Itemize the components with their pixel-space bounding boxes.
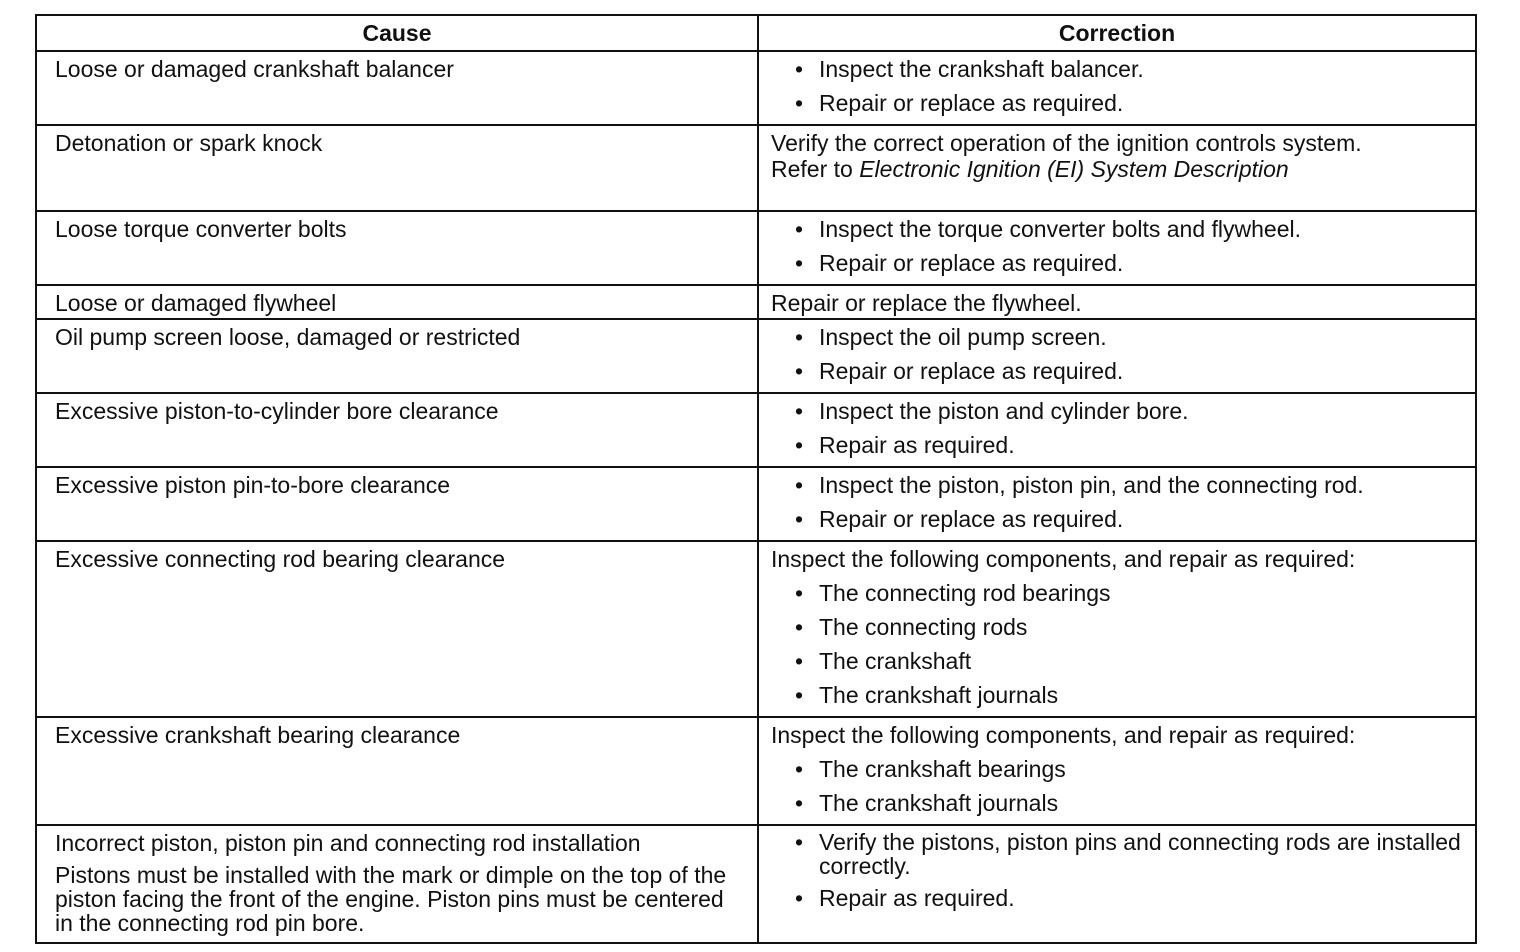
cause-cell [36, 825, 758, 943]
list-item: • Repair or replace as required. [795, 250, 1463, 277]
correction-cell [758, 51, 1476, 125]
list-item: • The crankshaft bearings [795, 756, 1463, 783]
correction-cell [758, 125, 1476, 211]
cause-cell [36, 393, 758, 467]
cause-text: Loose torque converter bolts [55, 216, 347, 242]
cause-cell [36, 541, 758, 717]
cause-text: Excessive piston-to-cylinder bore clearance [55, 398, 499, 424]
correction-cell [758, 285, 1476, 319]
table-row [36, 467, 1476, 541]
correction-cell [758, 467, 1476, 541]
correction-intro: Inspect the following components, and repair as required: [771, 722, 1356, 748]
correction-cell [758, 717, 1476, 825]
cause-cell [36, 211, 758, 285]
correction-bullets [771, 756, 1463, 817]
list-item: • Inspect the crankshaft balancer. [795, 56, 1463, 83]
cause-cell [36, 319, 758, 393]
table-row [36, 393, 1476, 467]
correction-bullets [771, 216, 1463, 277]
correction-bullets [771, 580, 1463, 709]
correction-intro: Inspect the following components, and repair as required: [771, 546, 1356, 572]
diagnostic-table [35, 14, 1477, 944]
cause-cell [36, 717, 758, 825]
table-row [36, 717, 1476, 825]
header-cause: Cause [36, 15, 758, 51]
table-header-row [36, 15, 1476, 51]
reference-title: Electronic Ignition (EI) System Description [859, 156, 1289, 182]
list-item: • Inspect the piston and cylinder bore. [795, 398, 1463, 425]
list-item: • Repair as required. [795, 432, 1463, 459]
header-correction: Correction [758, 15, 1476, 51]
cause-text: Loose or damaged flywheel [55, 290, 337, 316]
list-item: • Inspect the oil pump screen. [795, 324, 1463, 351]
cause-note: Pistons must be installed with the mark or dimple on the top of the piston facing the front of the engine. Piston pins must be centered in the connecting rod pin bore. [55, 862, 727, 936]
table-row [36, 319, 1476, 393]
cause-text: Loose or damaged crankshaft balancer [55, 56, 454, 82]
list-item: • Inspect the piston, piston pin, and the connecting rod. [795, 472, 1463, 499]
correction-cell [758, 211, 1476, 285]
list-item: • Repair or replace as required. [795, 358, 1463, 385]
cause-text: Oil pump screen loose, damaged or restricted [55, 324, 521, 350]
reference-prefix: Refer to [771, 156, 860, 182]
correction-cell [758, 393, 1476, 467]
list-item: • Repair as required. [795, 885, 1463, 912]
table-row [36, 285, 1476, 319]
list-item: • Inspect the torque converter bolts and flywheel. [795, 216, 1463, 243]
cause-cell [36, 285, 758, 319]
correction-bullets [771, 472, 1463, 533]
table-row [36, 211, 1476, 285]
cause-text: Excessive piston pin-to-bore clearance [55, 472, 451, 498]
correction-text: Repair or replace the flywheel. [771, 290, 1082, 316]
cause-cell [36, 51, 758, 125]
correction-text: Verify the correct operation of the ignition controls system. [771, 130, 1362, 156]
correction-bullets [771, 324, 1463, 385]
list-item: • The crankshaft journals [795, 790, 1463, 817]
list-item: • Verify the pistons, piston pins and connecting rods are installed correctly. [795, 830, 1463, 878]
cause-text: Incorrect piston, piston pin and connecting rod installation [55, 830, 641, 856]
correction-cell [758, 541, 1476, 717]
table-row [36, 51, 1476, 125]
cause-cell [36, 125, 758, 211]
list-item: • The connecting rods [795, 614, 1463, 641]
list-item: • The connecting rod bearings [795, 580, 1463, 607]
cause-cell [36, 467, 758, 541]
correction-cell [758, 319, 1476, 393]
cause-text: Excessive crankshaft bearing clearance [55, 722, 461, 748]
table-row [36, 125, 1476, 211]
cause-text: Detonation or spark knock [55, 130, 323, 156]
table-row [36, 825, 1476, 943]
list-item: • Repair or replace as required. [795, 506, 1463, 533]
correction-bullets [771, 398, 1463, 459]
correction-bullets [771, 56, 1463, 117]
correction-cell [758, 825, 1476, 943]
correction-bullets [771, 830, 1463, 912]
cause-text: Excessive connecting rod bearing clearance [55, 546, 506, 572]
list-item: • Repair or replace as required. [795, 90, 1463, 117]
table-row [36, 541, 1476, 717]
list-item: • The crankshaft [795, 648, 1463, 675]
list-item: • The crankshaft journals [795, 682, 1463, 709]
correction-reference [771, 156, 1463, 182]
